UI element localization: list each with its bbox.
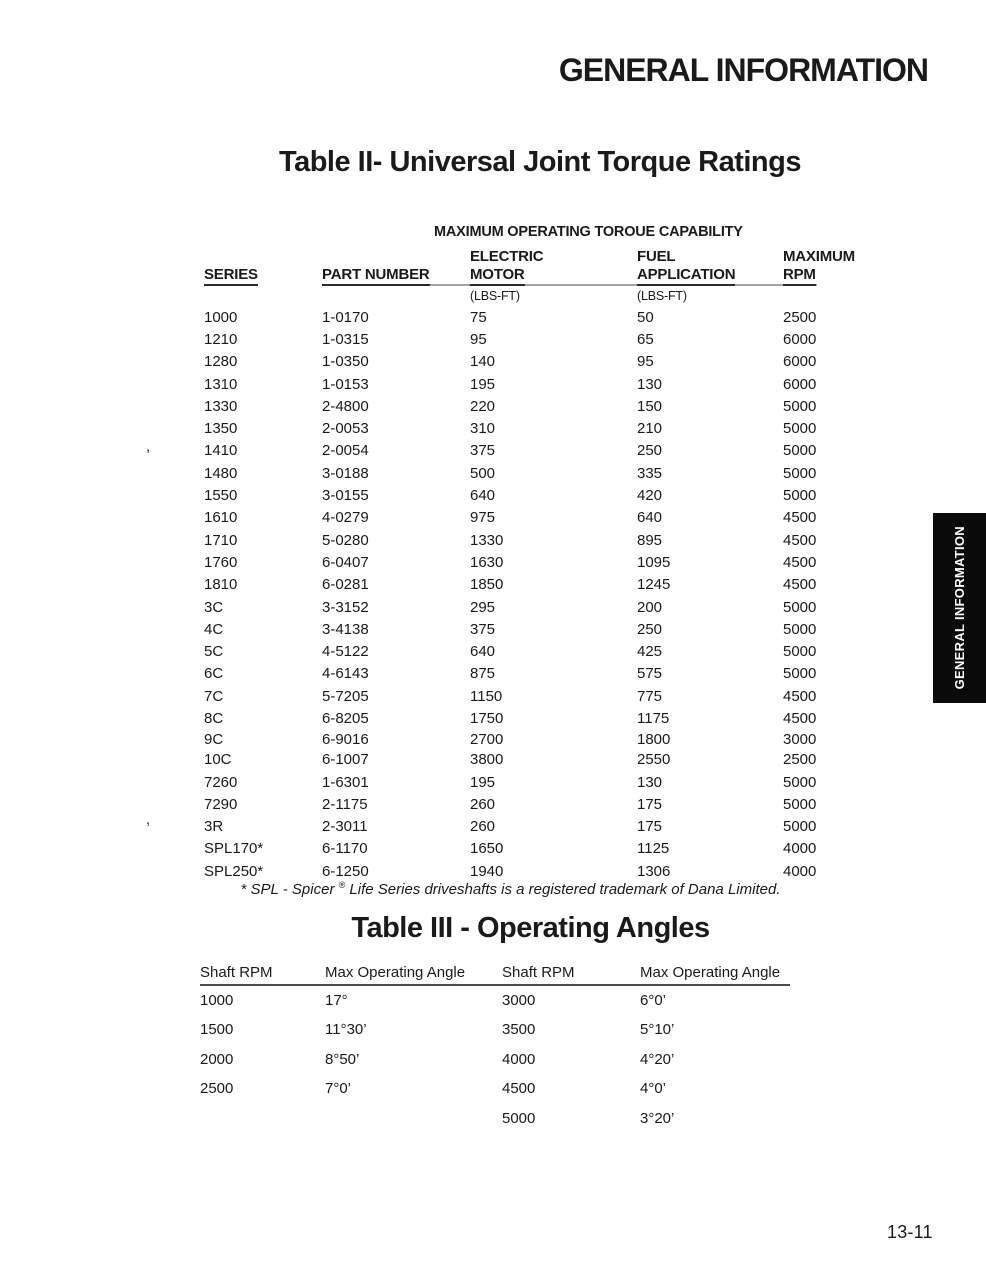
- series-cell: 1350: [204, 420, 238, 438]
- part-number-cell: 3-0155: [322, 487, 369, 505]
- series-cell: 1410: [204, 442, 238, 460]
- part-number-cell: 2-0054: [322, 442, 369, 460]
- header-max-angle-2: Max Operating Angle: [640, 964, 790, 985]
- table2-title: Table II- Universal Joint Torque Ratings: [279, 146, 801, 178]
- stray-scan-mark: ,: [146, 438, 151, 455]
- max-rpm-cell: 4500: [783, 553, 817, 571]
- max-rpm-cell: 4500: [783, 687, 817, 705]
- units-fuel: (LBS-FT): [637, 289, 687, 303]
- electric-motor-cell: 640: [470, 643, 496, 661]
- table-row: [204, 793, 873, 815]
- part-number-cell: 6-8205: [322, 709, 369, 727]
- max-rpm-cell: 6000: [783, 353, 817, 371]
- table-row: [204, 685, 873, 707]
- table-row: [204, 395, 873, 417]
- shaft-rpm-cell: 4000: [502, 1050, 536, 1068]
- max-rpm-cell: 5000: [783, 487, 817, 505]
- page-title: GENERAL INFORMATION: [558, 52, 928, 88]
- table2-caption: MAXIMUM OPERATING TOROUE CAPABILITY: [434, 224, 743, 240]
- part-number-cell: 3-0188: [322, 464, 369, 482]
- header-part-number: PART NUMBER: [322, 266, 430, 286]
- electric-motor-cell: 975: [470, 509, 496, 527]
- electric-motor-cell: 375: [470, 620, 496, 638]
- table-row: [204, 730, 873, 749]
- max-rpm-cell: 5000: [783, 420, 817, 438]
- max-angle-cell: 7°0’: [325, 1080, 352, 1098]
- electric-motor-cell: 375: [470, 442, 496, 460]
- part-number-cell: 2-1175: [322, 795, 368, 813]
- electric-motor-cell: 1150: [470, 687, 503, 705]
- electric-motor-cell: 875: [470, 665, 496, 683]
- part-number-cell: 2-3011: [322, 818, 368, 836]
- max-rpm-cell: 5000: [783, 464, 817, 482]
- part-number-cell: 3-3152: [322, 598, 369, 616]
- header-shaft-rpm-2: Shaft RPM: [502, 964, 640, 985]
- series-cell: 1810: [204, 576, 238, 594]
- table-row: [204, 640, 873, 662]
- electric-motor-cell: 500: [470, 464, 496, 482]
- fuel-application-cell: 575: [637, 665, 663, 683]
- series-cell: 1280: [204, 353, 238, 371]
- max-rpm-cell: 5000: [783, 665, 817, 683]
- part-number-cell: 2-0053: [322, 420, 369, 438]
- electric-motor-cell: 1940: [470, 862, 504, 880]
- max-rpm-cell: 5000: [783, 818, 817, 836]
- max-rpm-cell: 4000: [783, 840, 817, 858]
- part-number-cell: 6-1007: [322, 751, 369, 769]
- fuel-application-cell: 95: [637, 353, 654, 371]
- table-row: [204, 529, 873, 551]
- table-row: [204, 596, 873, 618]
- series-cell: 9C: [204, 730, 224, 748]
- series-cell: 1310: [204, 375, 238, 393]
- series-cell: 1610: [204, 509, 238, 527]
- fuel-application-cell: 50: [637, 308, 654, 326]
- max-rpm-cell: 4500: [783, 709, 817, 727]
- fuel-application-cell: 1800: [637, 730, 671, 748]
- electric-motor-cell: 260: [470, 818, 496, 836]
- max-rpm-cell: 5000: [783, 397, 817, 415]
- table-row: [204, 838, 873, 860]
- table-row: [204, 507, 873, 529]
- shaft-rpm-cell: 3000: [502, 991, 536, 1009]
- electric-motor-cell: 260: [470, 795, 496, 813]
- fuel-application-cell: 130: [637, 773, 663, 791]
- electric-motor-cell: 140: [470, 353, 496, 371]
- electric-motor-cell: 1650: [470, 840, 504, 858]
- electric-motor-cell: 195: [470, 375, 496, 393]
- electric-motor-cell: 310: [470, 420, 496, 438]
- series-cell: 1760: [204, 553, 238, 571]
- max-angle-cell: 4°0’: [640, 1080, 667, 1098]
- table-row: [200, 1104, 790, 1134]
- torque-table-header: [204, 246, 873, 306]
- fuel-application-cell: 1175: [637, 709, 670, 727]
- part-number-cell: 5-7205: [322, 687, 369, 705]
- series-cell: 1480: [204, 464, 238, 482]
- series-cell: 1710: [204, 531, 238, 549]
- max-angle-cell: 5°10’: [640, 1021, 675, 1039]
- fuel-application-cell: 175: [637, 818, 663, 836]
- max-angle-cell: 4°20’: [640, 1050, 675, 1068]
- series-cell: 3R: [204, 818, 224, 836]
- electric-motor-cell: 295: [470, 598, 496, 616]
- series-cell: 7260: [204, 773, 238, 791]
- max-rpm-cell: 6000: [783, 330, 817, 348]
- max-rpm-cell: 2500: [783, 308, 817, 326]
- header-electric-line1: ELECTRIC: [470, 248, 544, 265]
- max-rpm-cell: 4000: [783, 862, 817, 880]
- max-rpm-cell: 5000: [783, 598, 817, 616]
- series-cell: 8C: [204, 709, 224, 727]
- table-row: [200, 1015, 790, 1045]
- series-cell: 1330: [204, 397, 238, 415]
- electric-motor-cell: 220: [470, 397, 496, 415]
- operating-angles-table: [200, 964, 790, 1133]
- series-cell: 6C: [204, 665, 224, 683]
- table-row: [204, 417, 873, 439]
- part-number-cell: 6-9016: [322, 730, 369, 748]
- max-angle-cell: [325, 1104, 502, 1134]
- fuel-application-cell: 250: [637, 620, 663, 638]
- max-rpm-cell: 5000: [783, 442, 817, 460]
- electric-motor-cell: 95: [470, 330, 487, 348]
- shaft-rpm-cell: 2500: [200, 1080, 234, 1098]
- max-angle-cell: 3°20’: [640, 1110, 675, 1128]
- table-row: [200, 1044, 790, 1074]
- header-series: SERIES: [204, 266, 258, 286]
- fuel-application-cell: 250: [637, 442, 663, 460]
- stray-scan-mark: ,: [146, 811, 151, 828]
- electric-motor-cell: 1630: [470, 553, 504, 571]
- max-rpm-cell: 5000: [783, 773, 817, 791]
- part-number-cell: 6-1170: [322, 840, 368, 858]
- part-number-cell: 4-0279: [322, 509, 369, 527]
- header-max-angle-1: Max Operating Angle: [325, 964, 502, 985]
- table-row: [204, 551, 873, 573]
- table-row: [204, 574, 873, 596]
- table-row: [204, 440, 873, 462]
- table-row: [204, 749, 873, 771]
- fuel-application-cell: 1095: [637, 553, 671, 571]
- part-number-cell: 1-0153: [322, 375, 369, 393]
- table-row: [204, 816, 873, 838]
- electric-motor-cell: 1850: [470, 576, 504, 594]
- max-rpm-cell: 2500: [783, 751, 817, 769]
- header-motor: MOTOR: [470, 266, 525, 286]
- fuel-application-cell: 1125: [637, 840, 670, 858]
- torque-table-body: [204, 306, 873, 882]
- table-row: [200, 985, 790, 1015]
- table-row: [204, 618, 873, 640]
- fuel-application-cell: 335: [637, 464, 663, 482]
- part-number-cell: 1-0350: [322, 353, 369, 371]
- series-cell: 4C: [204, 620, 224, 638]
- table-row: [204, 373, 873, 395]
- electric-motor-cell: 640: [470, 487, 496, 505]
- fuel-application-cell: 1306: [637, 862, 671, 880]
- angles-table-body: [200, 985, 790, 1133]
- max-angle-cell: 11°30’: [325, 1021, 367, 1039]
- part-number-cell: 2-4800: [322, 397, 369, 415]
- electric-motor-cell: 1750: [470, 709, 504, 727]
- series-cell: 1550: [204, 487, 238, 505]
- fuel-application-cell: 425: [637, 643, 663, 661]
- electric-motor-cell: 2700: [470, 730, 504, 748]
- series-cell: 1000: [204, 308, 238, 326]
- table-row: [204, 484, 873, 506]
- series-cell: SPL250*: [204, 862, 264, 880]
- fuel-application-cell: 65: [637, 330, 654, 348]
- section-side-tab: [933, 513, 986, 703]
- max-angle-cell: 17°: [325, 991, 348, 1009]
- fuel-application-cell: 175: [637, 795, 663, 813]
- max-rpm-cell: 4500: [783, 531, 817, 549]
- registered-trademark-symbol: ®: [338, 880, 346, 890]
- part-number-cell: 6-0407: [322, 553, 369, 571]
- max-angle-cell: 8°50’: [325, 1050, 360, 1068]
- max-rpm-cell: 5000: [783, 643, 817, 661]
- shaft-rpm-cell: 1500: [200, 1021, 234, 1039]
- part-number-cell: 4-6143: [322, 665, 369, 683]
- electric-motor-cell: 75: [470, 308, 487, 326]
- table-row: [200, 1074, 790, 1104]
- header-application: APPLICATION: [637, 266, 735, 286]
- max-rpm-cell: 6000: [783, 375, 817, 393]
- fuel-application-cell: 895: [637, 531, 663, 549]
- shaft-rpm-cell: 1000: [200, 991, 234, 1009]
- header-maximum-line1: MAXIMUM: [783, 248, 855, 265]
- part-number-cell: 4-5122: [322, 643, 369, 661]
- table-row: [204, 351, 873, 373]
- shaft-rpm-cell: 3500: [502, 1021, 536, 1039]
- table-row: [204, 771, 873, 793]
- table3-title: Table III - Operating Angles: [351, 912, 710, 944]
- max-rpm-cell: 5000: [783, 795, 817, 813]
- table-row: [204, 306, 873, 328]
- max-rpm-cell: 4500: [783, 576, 817, 594]
- electric-motor-cell: 1330: [470, 531, 504, 549]
- page-number: 13-11: [887, 1222, 933, 1242]
- shaft-rpm-cell: [200, 1104, 325, 1134]
- part-number-cell: 1-6301: [322, 773, 369, 791]
- electric-motor-cell: 195: [470, 773, 496, 791]
- series-cell: SPL170*: [204, 840, 264, 858]
- shaft-rpm-cell: 2000: [200, 1050, 234, 1068]
- series-cell: 10C: [204, 751, 232, 769]
- fuel-application-cell: 420: [637, 487, 663, 505]
- table-row: [204, 328, 873, 350]
- fuel-application-cell: 1245: [637, 576, 671, 594]
- series-cell: 7C: [204, 687, 224, 705]
- fuel-application-cell: 210: [637, 420, 663, 438]
- table-row: [204, 663, 873, 685]
- shaft-rpm-cell: 4500: [502, 1080, 536, 1098]
- header-shaft-rpm-1: Shaft RPM: [200, 964, 325, 985]
- side-tab-label: GENERAL INFORMATION: [952, 526, 967, 690]
- shaft-rpm-cell: 5000: [502, 1110, 536, 1128]
- fuel-application-cell: 130: [637, 375, 663, 393]
- series-cell: 5C: [204, 643, 224, 661]
- part-number-cell: 6-0281: [322, 576, 369, 594]
- spl-footnote: * SPL - Spicer ® Life Series driveshafts is a registered trademark of Dana Limited.: [240, 880, 781, 898]
- part-number-cell: 5-0280: [322, 531, 369, 549]
- part-number-cell: 3-4138: [322, 620, 369, 638]
- part-number-cell: 1-0170: [322, 308, 369, 326]
- max-angle-cell: 6°0’: [640, 991, 667, 1009]
- units-electric: (LBS-FT): [470, 289, 520, 303]
- table-row: [204, 462, 873, 484]
- fuel-application-cell: 150: [637, 397, 663, 415]
- header-rpm: RPM: [783, 266, 816, 286]
- series-cell: 7290: [204, 795, 238, 813]
- max-rpm-cell: 4500: [783, 509, 817, 527]
- part-number-cell: 6-1250: [322, 862, 369, 880]
- series-cell: 1210: [204, 330, 238, 348]
- fuel-application-cell: 200: [637, 598, 663, 616]
- max-rpm-cell: 5000: [783, 620, 817, 638]
- table-row: [204, 707, 873, 729]
- header-fuel-line1: FUEL: [637, 248, 676, 265]
- angles-table-header: [200, 964, 790, 985]
- max-rpm-cell: 3000: [783, 730, 817, 748]
- fuel-application-cell: 775: [637, 687, 663, 705]
- part-number-cell: 1-0315: [322, 330, 369, 348]
- series-cell: 3C: [204, 598, 224, 616]
- torque-ratings-table: [204, 246, 873, 882]
- fuel-application-cell: 640: [637, 509, 663, 527]
- fuel-application-cell: 2550: [637, 751, 671, 769]
- electric-motor-cell: 3800: [470, 751, 504, 769]
